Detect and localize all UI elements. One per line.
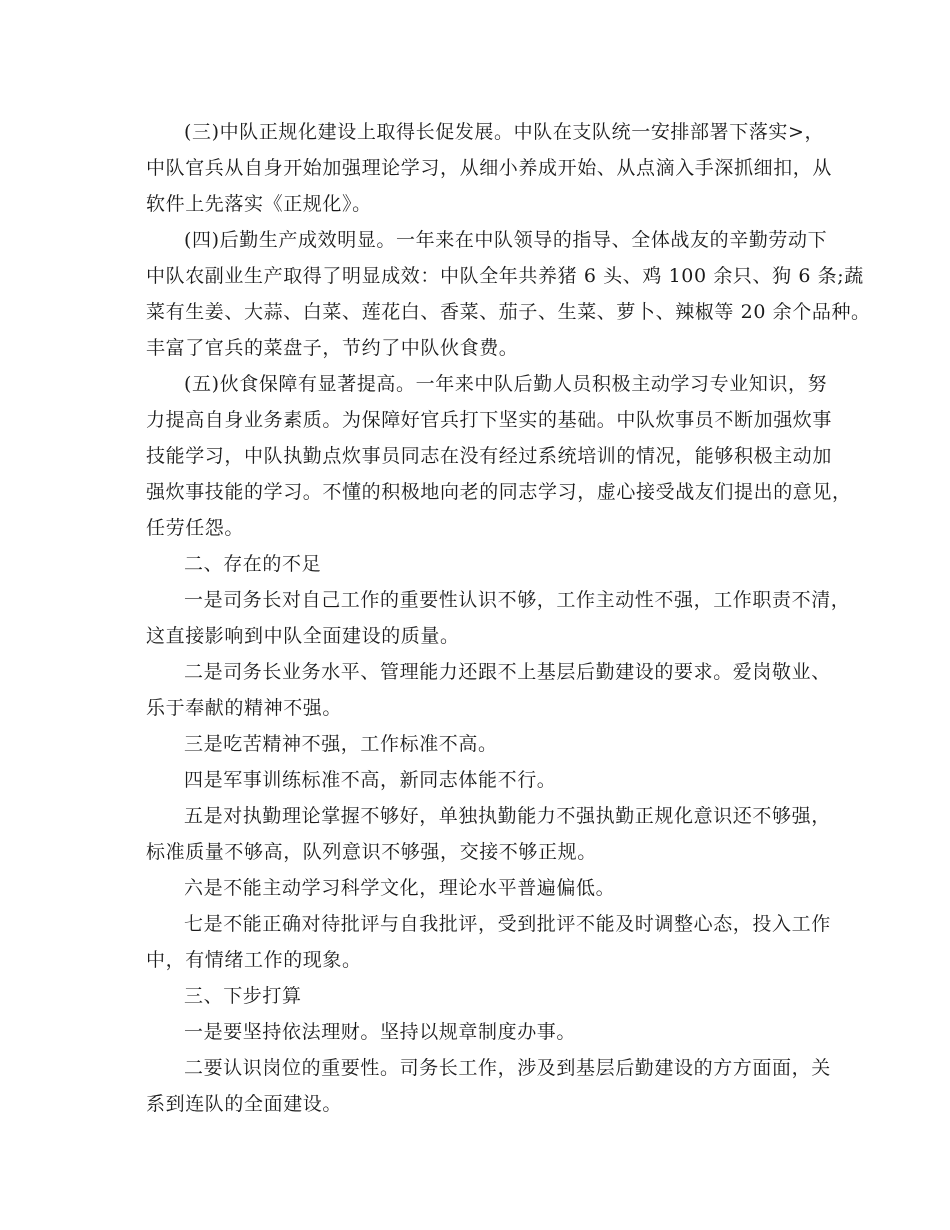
text-line: 一是司务长对自己工作的重要性认识不够，工作主动性不强，工作职责不清，	[184, 589, 851, 611]
text-line: 力提高自身业务素质。为保障好官兵打下坚实的基础。中队炊事员不断加强炊事	[146, 409, 833, 431]
text-line: 这直接影响到中队全面建设的质量。	[146, 625, 460, 647]
text-line: (五)伙食保障有显著提高。一年来中队后勤人员积极主动学习专业知识，努	[184, 373, 828, 395]
text-line: 二是司务长业务水平、管理能力还跟不上基层后勤建设的要求。爱岗敬业、	[184, 661, 831, 683]
text-line: 中队官兵从自身开始加强理论学习，从细小养成开始、从点滴入手深抓细扣，从	[146, 157, 833, 179]
text-line: 强炊事技能的学习。不懂的积极地向老的同志学习，虚心接受战友们提出的意见，	[146, 481, 852, 503]
text-line: (四)后勤生产成效明显。一年来在中队领导的指导、全体战友的辛勤劳动下	[184, 229, 828, 251]
text-line: 六是不能主动学习科学文化，理论水平普遍偏低。	[184, 877, 616, 899]
text-line: 一是要坚持依法理财。坚持以规章制度办事。	[184, 1021, 577, 1043]
text-line: 菜有生姜、大蒜、白菜、莲花白、香菜、茄子、生菜、萝卜、辣椒等 20 余个品种。	[146, 301, 871, 323]
section-heading: 三、下步打算	[184, 985, 302, 1007]
text-line: (三)中队正规化建设上取得长促发展。中队在支队统一安排部署下落实>，	[184, 121, 825, 143]
text-line: 丰富了官兵的菜盘子，节约了中队伙食费。	[146, 337, 519, 359]
text-line: 任劳任怨。	[146, 517, 245, 539]
text-line: 标准质量不够高，队列意识不够强，交接不够正规。	[146, 841, 597, 863]
text-line: 乐于奉献的精神不强。	[146, 697, 343, 719]
text-line: 中，有情绪工作的现象。	[146, 949, 362, 971]
text-line: 软件上先落实《正规化》。	[146, 193, 372, 215]
text-line: 二要认识岗位的重要性。司务长工作，涉及到基层后勤建设的方方面面，关	[184, 1057, 831, 1079]
text-line: 三是吃苦精神不强，工作标准不高。	[184, 733, 498, 755]
text-line: 系到连队的全面建设。	[146, 1093, 343, 1115]
text-line: 中队农副业生产取得了明显成效：中队全年共养猪 6 头、鸡 100 余只、狗 6 条;蔬	[146, 265, 864, 287]
text-line: 四是军事训练标准不高，新同志体能不行。	[184, 769, 557, 791]
text-line: 七是不能正确对待批评与自我批评，受到批评不能及时调整心态，投入工作	[184, 913, 831, 935]
section-heading: 二、存在的不足	[184, 553, 322, 575]
text-line: 五是对执勤理论掌握不够好，单独执勤能力不强执勤正规化意识还不够强，	[184, 805, 831, 827]
document-body	[146, 114, 871, 1122]
text-line: 技能学习，中队执勤点炊事员同志在没有经过系统培训的情况，能够积极主动加	[146, 445, 833, 467]
